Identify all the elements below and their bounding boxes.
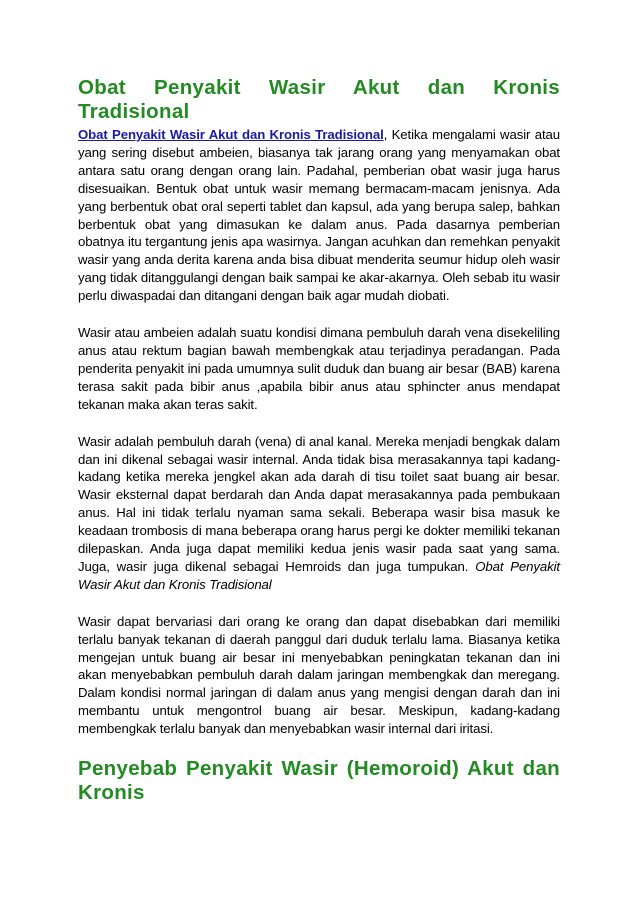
intro-paragraph xyxy=(78,126,560,305)
paragraph-3 xyxy=(78,433,560,594)
document-page xyxy=(78,76,560,805)
intro-link[interactable]: Obat Penyakit Wasir Akut dan Kronis Tradisional xyxy=(78,127,384,142)
article-title: Obat Penyakit Wasir Akut dan Kronis Tradisional xyxy=(78,76,560,123)
paragraph-3-text: Wasir adalah pembuluh darah (vena) di anal kanal. Mereka menjadi bengkak dalam dan ini dikenal sebagai wasir internal. Anda tidak bisa merasakannya tapi kadang-kadang ketika mereka jengkel akan ada darah di tisu toilet saat buang air besar. Wasir eksternal dapat berdarah dan Anda dapat merasakannya pada pembukaan anus. Hal ini tidak terlalu nyaman sama sekali. Beberapa wasir bisa masuk ke keadaan trombosis di mana beberapa orang harus pergi ke dokter memiliki tekanan dilepaskan. Anda juga dapat memiliki kedua jenis wasir pada saat yang sama. Juga, wasir juga dikenal sebagai Hemroids dan juga tumpukan. xyxy=(78,433,560,574)
paragraph-3-italic: Obat Penyakit Wasir Akut dan Kronis Tradisional xyxy=(78,558,560,592)
paragraph-4: Wasir dapat bervariasi dari orang ke orang dan dapat disebabkan dari memiliki terlalu banyak tekanan di daerah panggul dari duduk terlalu lama. Biasanya ketika mengejan untuk buang air besar ini menyebabkan peningkatan tekanan dan ini akan menyebabkan pembuluh darah dalam jaringan membengkak dan meregang. Dalam kondisi normal jaringan di dalam anus yang mengisi dengan darah dan ini membantu untuk mengontrol buang air besar. Meskipun, kadang-kadang membengkak terlalu banyak dan menyebabkan wasir internal dari iritasi. xyxy=(78,613,560,737)
section-heading: Penyebab Penyakit Wasir (Hemoroid) Akut dan Kronis xyxy=(78,757,560,805)
intro-text: , Ketika mengalami wasir atau yang sering disebut ambeien, biasanya tak jarang orang yang menyamakan obat antara satu orang dengan orang lain. Padahal, pemberian obat wasir juga harus disesuaikan. Bentuk obat untuk wasir memang bermacam-macam jenisnya. Ada yang berbentuk obat oral seperti tablet dan kapsul, ada yang berupa salep, bahkan berbentuk obat yang dimasukan ke dalam anus. Pada dasarnya pemberian obatnya itu tergantung jenis apa wasirnya. Jangan acuhkan dan remehkan penyakit wasir yang anda derita karena anda bisa dibuat menderita seumur hidup oleh wasir yang tidak ditanggulangi dengan baik sampai ke akar-akarnya. Oleh sebab itu wasir perlu diwaspadai dan ditangani dengan baik agar mudah diobati. xyxy=(78,127,560,304)
paragraph-2: Wasir atau ambeien adalah suatu kondisi dimana pembuluh darah vena disekeliling anus atau rektum bagian bawah membengkak atau terjadinya peradangan. Pada penderita penyakit ini pada umumnya sulit duduk dan buang air besar (BAB) karena terasa sakit pada bibir anus ,apabila bibir anus atau sphincter anus mendapat tekanan maka akan teras sakit. xyxy=(78,325,560,412)
